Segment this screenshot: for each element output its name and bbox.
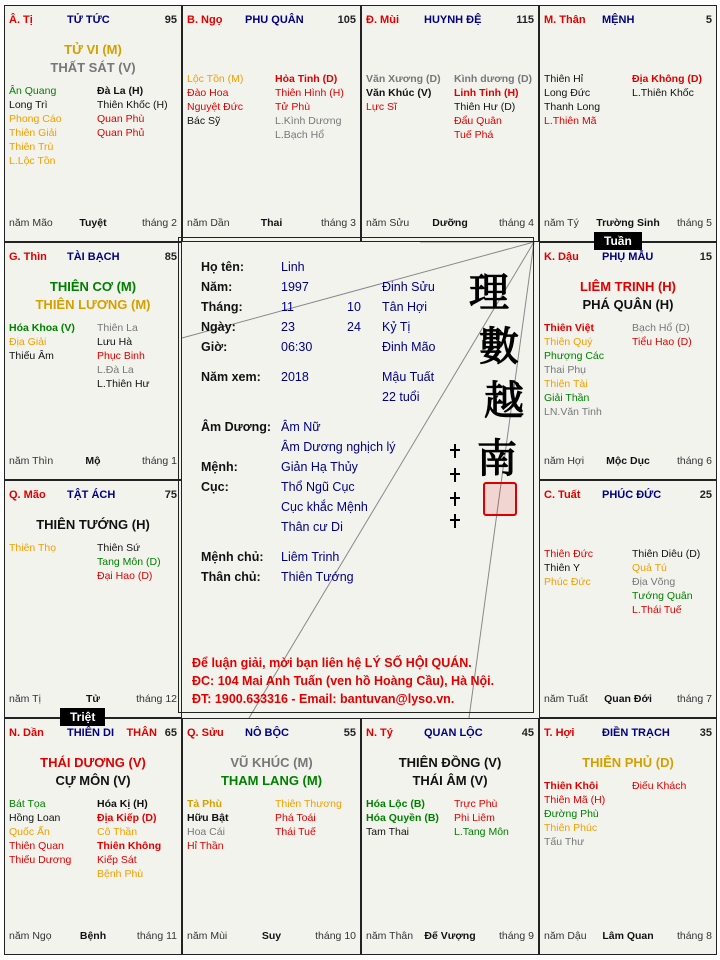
value-nam-xem: 2018 — [281, 370, 309, 384]
minor-star: Văn Xương (D) — [366, 73, 441, 85]
minor-star: Thiên Trù — [9, 141, 54, 153]
right-star-column — [632, 321, 717, 349]
left-star-column — [187, 797, 273, 853]
center-info-panel — [178, 237, 534, 713]
minor-star: Phượng Các — [544, 350, 605, 362]
minor-star: Địa Võng — [632, 576, 676, 588]
value-ho-ten: Linh — [281, 260, 305, 274]
palace-name: QUAN LỘC — [424, 727, 483, 739]
minor-star: Đào Hoa — [187, 87, 229, 99]
year-label: năm Sửu — [366, 217, 410, 229]
value-nam: 1997 — [281, 280, 309, 294]
cell-footer — [540, 693, 716, 707]
cell-header — [362, 14, 538, 30]
label-than-chu: Thân chủ: — [201, 570, 261, 584]
right-star-column — [275, 72, 361, 142]
cell-footer — [183, 217, 360, 231]
cell-footer — [5, 217, 181, 231]
age-number: 85 — [164, 251, 177, 263]
label-ngay: Ngày: — [201, 320, 236, 334]
seal-stamp — [483, 482, 517, 516]
age-number: 65 — [164, 727, 177, 739]
life-stage: Tuyệt — [79, 217, 107, 229]
minor-star: L.Đà La — [97, 364, 134, 376]
minor-star: L.Tang Môn — [454, 826, 509, 838]
minor-star: Đại Hao (D) — [97, 570, 153, 582]
minor-star: L.Thái Tuế — [632, 604, 682, 616]
can-chi-label: Đ. Mùi — [366, 14, 399, 26]
palace-cell-hoi — [539, 718, 717, 955]
label-menh-chu: Mệnh chủ: — [201, 550, 264, 564]
contact-line-3: ĐT: 1900.633316 - Email: bantuvan@lyso.vn. — [192, 692, 455, 706]
main-star: THIÊN TƯỚNG (H) — [36, 517, 150, 532]
life-stage: Trường Sinh — [596, 217, 660, 229]
month-label: tháng 10 — [315, 930, 356, 942]
cell-footer — [183, 930, 360, 944]
cell-footer — [5, 455, 181, 469]
month-label: tháng 12 — [136, 693, 177, 705]
minor-star: Thiên Y — [544, 562, 580, 574]
right-star-column — [97, 541, 182, 583]
minor-star: Quan Phủ — [97, 127, 145, 139]
minor-star: Bát Tọa — [9, 798, 46, 810]
cell-footer — [362, 217, 538, 231]
minor-star: LN.Văn Tinh — [544, 406, 602, 418]
minor-star: Đẩu Quân — [454, 115, 502, 127]
minor-star: Lưu Hà — [97, 336, 133, 348]
label-ho-ten: Họ tên: — [201, 260, 245, 274]
right-star-column — [632, 547, 717, 617]
cell-footer — [540, 455, 716, 469]
cell-header — [5, 14, 181, 30]
minor-star: Thiên Sứ — [97, 542, 141, 554]
cell-header — [540, 14, 716, 30]
right-star-column — [97, 797, 182, 881]
can-chi-label: B. Ngọ — [187, 14, 223, 26]
minor-star: Lộc Tồn (M) — [187, 73, 244, 85]
value-menh-chu: Liêm Trinh — [281, 550, 340, 564]
age-number: 115 — [516, 14, 534, 26]
palace-name: HUYNH ĐỆ — [424, 14, 482, 26]
minor-star: L.Lộc Tồn — [9, 155, 56, 167]
cell-footer — [362, 930, 538, 944]
minor-star: L.Bạch Hổ — [275, 129, 325, 141]
year-label: năm Hợi — [544, 455, 585, 467]
minor-star: Thiên Khốc (H) — [97, 99, 168, 111]
year-label: năm Tuất — [544, 693, 588, 705]
minor-star: Thái Tuế — [275, 826, 316, 838]
left-star-column — [366, 72, 452, 114]
minor-star: Tang Môn (D) — [97, 556, 161, 568]
minor-star: Thiên Quan — [9, 840, 64, 852]
left-star-column — [544, 779, 630, 849]
age-number: 15 — [699, 251, 712, 263]
minor-star: Phúc Đức — [544, 576, 591, 588]
main-star: LIÊM TRINH (H) — [579, 279, 677, 294]
value-gio: 06:30 — [281, 340, 313, 354]
right-star-column — [275, 797, 361, 839]
calligraphy-char-4: 南 — [477, 435, 517, 482]
value-menh: Giản Hạ Thủy — [281, 460, 358, 474]
label-cuc: Cục: — [201, 480, 229, 494]
palace-name: TÀI BẠCH — [67, 251, 120, 263]
minor-star: Hóa Lộc (B) — [366, 798, 425, 810]
age-number: 105 — [337, 14, 356, 26]
palace-name: PHỤ MẪU — [602, 251, 654, 263]
can-chi-label: Â. Tị — [9, 14, 33, 26]
palace-name: TỬ TỨC — [67, 14, 110, 26]
age-number: 35 — [699, 727, 712, 739]
year-label: năm Tý — [544, 217, 579, 229]
calligraphy-char-1: 理 — [469, 269, 509, 316]
minor-star: Điếu Khách — [632, 780, 687, 792]
left-star-column — [9, 321, 95, 363]
tuan-marker: Tuần — [594, 232, 642, 250]
minor-star: Thiên Thọ — [9, 542, 57, 554]
contact-line-1: Để luận giải, mời bạn liên hệ LÝ SỐ HỘI QUÁN. — [192, 656, 472, 670]
value-gio-can-chi: Đinh Mão — [382, 340, 436, 354]
minor-star: Thiên Mã (H) — [544, 794, 606, 806]
palace-cell-than — [539, 5, 717, 242]
age-number: 75 — [164, 489, 177, 501]
cell-footer — [5, 693, 181, 707]
can-chi-label: C. Tuất — [544, 489, 581, 501]
minor-star: Bác Sỹ — [187, 115, 221, 127]
left-star-column — [9, 797, 95, 867]
can-chi-label: G. Thìn — [9, 251, 47, 263]
main-star: THIÊN LƯƠNG (M) — [35, 297, 151, 312]
right-star-column — [454, 797, 539, 839]
minor-star: Thiên Việt — [544, 322, 594, 334]
palace-name: THIÊN DI — [67, 727, 115, 739]
palace-cell-ngo — [182, 5, 361, 242]
cell-header — [5, 727, 181, 743]
palace-name: PHÚC ĐỨC — [602, 489, 662, 501]
small-vertical-text-mark — [447, 438, 463, 530]
main-star: CỰ MÔN (V) — [55, 773, 131, 788]
left-star-column — [9, 541, 95, 555]
can-chi-label: K. Dậu — [544, 251, 579, 263]
year-label: năm Mùi — [187, 930, 228, 942]
minor-star: Thiên Giải — [9, 127, 57, 139]
can-chi-label: N. Dần — [9, 727, 44, 739]
palace-cell-dan — [4, 718, 182, 955]
main-star: THIÊN PHỦ (D) — [582, 755, 674, 770]
year-label: năm Thân — [366, 930, 414, 942]
minor-star: Thiên Quý — [544, 336, 593, 348]
minor-star: Hóa Khoa (V) — [9, 322, 75, 334]
minor-star: Linh Tinh (H) — [454, 87, 519, 99]
main-star: THẤT SÁT (V) — [50, 60, 136, 75]
left-star-column — [544, 321, 630, 419]
main-star: TỬ VI (M) — [64, 42, 122, 57]
can-chi-label: T. Hợi — [544, 727, 575, 739]
minor-star: Tấu Thư — [544, 836, 585, 848]
minor-star: Bạch Hổ (D) — [632, 322, 690, 334]
minor-star: Quốc Ấn — [9, 826, 50, 838]
label-nam: Năm: — [201, 280, 233, 294]
value-nam-xem-can-chi: Mậu Tuất — [382, 370, 435, 384]
label-nam-xem: Năm xem: — [201, 370, 261, 384]
minor-star: Đường Phù — [544, 808, 599, 820]
age-number: 45 — [521, 727, 534, 739]
minor-star: Phong Cáo — [9, 113, 62, 125]
year-label: năm Thìn — [9, 455, 54, 467]
cell-header — [183, 14, 360, 30]
minor-star: Thiên Hỉ — [544, 73, 584, 85]
year-label: năm Ngọ — [9, 930, 52, 942]
palace-cell-dau — [539, 242, 717, 480]
palace-name: PHU QUÂN — [245, 14, 304, 26]
age-number: 55 — [343, 727, 356, 739]
minor-star: L.Thiên Mã — [544, 115, 597, 127]
minor-star: Địa Kiếp (D) — [97, 812, 157, 824]
minor-star: Thiên Không — [97, 840, 162, 852]
minor-star: Lực Sĩ — [366, 101, 397, 113]
palace-cell-thin — [4, 242, 182, 480]
month-label: tháng 5 — [676, 217, 712, 229]
left-star-column — [544, 547, 630, 589]
right-star-column — [97, 84, 182, 140]
left-star-column — [544, 72, 630, 128]
minor-star: Kình dương (D) — [454, 73, 533, 85]
value-than-chu: Thiên Tướng — [281, 570, 354, 584]
month-label: tháng 4 — [498, 217, 534, 229]
value-am-duong: Âm Nữ — [281, 420, 321, 434]
cell-footer — [540, 217, 716, 231]
life-stage: Tử — [85, 693, 101, 705]
label-menh: Mệnh: — [201, 460, 238, 474]
palace-cell-mao — [4, 480, 182, 718]
main-star: THAM LANG (M) — [220, 773, 323, 788]
life-stage: Dưỡng — [432, 217, 468, 229]
value-ngay-am-lich: 24 — [347, 320, 361, 334]
age-number: 25 — [699, 489, 712, 501]
palace-cell-mui — [361, 5, 539, 242]
value-ngay: 23 — [281, 320, 295, 334]
value-thang-can-chi: Tân Hợi — [382, 300, 428, 314]
main-star: THIÊN ĐỒNG (V) — [398, 755, 502, 770]
minor-star: Tử Phù — [275, 101, 311, 113]
palace-cell-tuat — [539, 480, 717, 718]
right-star-column — [632, 72, 717, 100]
cell-header — [5, 251, 181, 267]
life-stage: Suy — [261, 930, 282, 942]
minor-star: Hồng Loan — [9, 812, 61, 824]
life-stage: Mộ — [85, 455, 101, 467]
minor-star: Thiên La — [97, 322, 138, 334]
than-marker: THÂN — [126, 727, 157, 739]
month-label: tháng 7 — [676, 693, 712, 705]
minor-star: Thiên Diêu (D) — [632, 548, 701, 560]
minor-star: Thiếu Âm — [9, 350, 54, 362]
palace-cell-ty — [361, 718, 539, 955]
minor-star: Thiên Tài — [544, 378, 588, 390]
cell-footer — [5, 930, 181, 944]
value-ngay-can-chi: Kỷ Tị — [382, 320, 411, 334]
minor-star: Nguyệt Đức — [187, 101, 244, 113]
minor-star: Cô Thần — [97, 826, 138, 838]
value-thang-am-lich: 10 — [347, 300, 361, 314]
minor-star: Thanh Long — [544, 101, 601, 113]
main-star: THIÊN CƠ (M) — [49, 279, 137, 294]
label-thang: Tháng: — [201, 300, 243, 314]
cell-header — [5, 489, 181, 505]
minor-star: L.Kình Dương — [275, 115, 342, 127]
life-stage: Mộc Dục — [606, 455, 650, 467]
minor-star: Hóa Quyền (B) — [366, 812, 439, 824]
year-label: năm Tị — [9, 693, 41, 705]
label-gio: Giờ: — [201, 340, 228, 354]
month-label: tháng 1 — [141, 455, 177, 467]
minor-star: Tả Phù — [187, 798, 223, 810]
left-star-column — [366, 797, 452, 839]
minor-star: Hoa Cái — [187, 826, 225, 838]
label-am-duong: Âm Dương: — [201, 420, 272, 434]
calligraphy-char-3: 越 — [484, 377, 524, 424]
minor-star: Hóa Kị (H) — [97, 798, 148, 810]
minor-star: Quả Tú — [632, 562, 667, 574]
right-star-column — [97, 321, 182, 391]
palace-name: ĐIỀN TRẠCH — [602, 727, 670, 739]
minor-star: Phá Toái — [275, 812, 316, 824]
month-label: tháng 3 — [320, 217, 356, 229]
minor-star: Ân Quang — [9, 85, 57, 97]
age-number: 95 — [164, 14, 177, 26]
can-chi-label: M. Thân — [544, 14, 586, 26]
value-cuc-3: Thân cư Di — [281, 520, 343, 534]
palace-name: MỆNH — [602, 14, 635, 26]
year-label: năm Mão — [9, 217, 53, 229]
cell-footer — [540, 930, 716, 944]
minor-star: L.Thiên Hư — [97, 378, 150, 390]
month-label: tháng 2 — [141, 217, 177, 229]
minor-star: Thiếu Dương — [9, 854, 72, 866]
minor-star: Thiên Thương — [275, 798, 342, 810]
value-cuc-2: Cục khắc Mệnh — [281, 500, 368, 514]
month-label: tháng 8 — [676, 930, 712, 942]
cell-header — [540, 489, 716, 505]
main-star: THÁI ÂM (V) — [412, 773, 488, 788]
can-chi-label: Q. Mão — [9, 489, 46, 501]
minor-star: Kiếp Sát — [97, 854, 137, 866]
year-label: năm Dần — [187, 217, 230, 229]
left-star-column — [9, 84, 95, 168]
value-tuoi: 22 tuổi — [382, 390, 420, 404]
value-nam-can-chi: Đinh Sửu — [382, 280, 435, 294]
minor-star: Tuế Phá — [454, 129, 494, 141]
life-stage: Bệnh — [79, 930, 107, 942]
minor-star: Đà La (H) — [97, 85, 144, 97]
minor-star: Bệnh Phù — [97, 868, 144, 880]
calligraphy-char-2: 數 — [479, 323, 519, 370]
minor-star: Quan Phù — [97, 113, 145, 125]
minor-star: Văn Khúc (V) — [366, 87, 432, 99]
minor-star: Phục Binh — [97, 350, 145, 362]
minor-star: Thiên Hình (H) — [275, 87, 344, 99]
month-label: tháng 9 — [498, 930, 534, 942]
right-star-column — [632, 779, 717, 793]
minor-star: Tướng Quân — [632, 590, 693, 602]
can-chi-label: N. Tý — [366, 727, 393, 739]
minor-star: Thiên Hư (D) — [454, 101, 516, 113]
main-star: THÁI DƯƠNG (V) — [40, 755, 146, 770]
life-stage: Quan Đới — [604, 693, 652, 705]
cell-header — [540, 251, 716, 267]
month-label: tháng 6 — [676, 455, 712, 467]
main-star: VŨ KHÚC (M) — [230, 755, 313, 770]
minor-star: Thiên Phúc — [544, 822, 598, 834]
left-star-column — [187, 72, 273, 128]
minor-star: Trực Phù — [454, 798, 498, 810]
cell-header — [540, 727, 716, 743]
minor-star: Giải Thần — [544, 392, 590, 404]
right-star-column — [454, 72, 539, 142]
year-label: năm Dậu — [544, 930, 587, 942]
life-stage: Thai — [260, 217, 283, 229]
value-am-duong-2: Âm Dương nghịch lý — [281, 440, 396, 454]
life-stage: Đế Vượng — [424, 930, 476, 942]
can-chi-label: Q. Sửu — [187, 727, 224, 739]
value-thang: 11 — [281, 300, 294, 314]
minor-star: Tiểu Hao (D) — [632, 336, 692, 348]
contact-line-2: ĐC: 104 Mai Anh Tuấn (ven hồ Hoàng Cầu), Hà Nội. — [192, 674, 495, 688]
main-star: PHÁ QUÂN (H) — [582, 297, 674, 312]
value-cuc: Thổ Ngũ Cục — [281, 480, 355, 494]
palace-name: TẬT ÁCH — [67, 489, 116, 501]
minor-star: Tam Thai — [366, 826, 409, 838]
age-number: 5 — [705, 14, 712, 26]
cell-header — [183, 727, 360, 743]
triet-marker: Triệt — [60, 708, 105, 726]
minor-star: Hỉ Thần — [187, 840, 224, 852]
month-label: tháng 11 — [136, 930, 177, 942]
minor-star: L.Thiên Khốc — [632, 87, 694, 99]
minor-star: Địa Không (D) — [632, 73, 702, 85]
minor-star: Hữu Bật — [187, 812, 229, 824]
minor-star: Hỏa Tinh (D) — [275, 73, 338, 85]
minor-star: Thiên Đức — [544, 548, 594, 560]
minor-star: Long Trì — [9, 99, 48, 111]
minor-star: Thai Phụ — [544, 364, 587, 376]
life-stage: Lâm Quan — [602, 930, 654, 942]
palace-cell-ti — [4, 5, 182, 242]
minor-star: Phi Liêm — [454, 812, 495, 824]
minor-star: Địa Giải — [9, 336, 47, 348]
minor-star: Long Đức — [544, 87, 591, 99]
cell-header — [362, 727, 538, 743]
palace-name: NÔ BỘC — [245, 727, 289, 739]
palace-cell-suu — [182, 718, 361, 955]
minor-star: Thiên Khôi — [544, 780, 599, 792]
